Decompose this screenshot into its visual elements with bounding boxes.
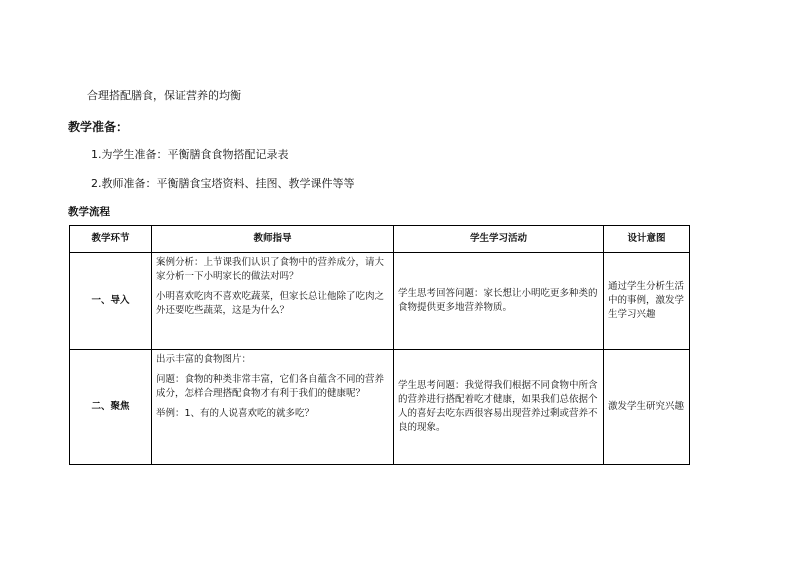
student-cell: 学生思考回答问题：家长想让小明吃更多种类的食物提供更多地营养物质。 (394, 253, 604, 350)
table-row (70, 350, 690, 465)
table-header-row (70, 226, 690, 253)
teacher-paragraph: 出示丰富的食物图片： (156, 354, 252, 365)
teacher-cell (152, 253, 394, 350)
prep-item-student: 1.为学生准备：平衡膳食食物搭配记录表 (91, 148, 289, 161)
student-cell: 学生思考问题：我觉得我们根据不同食物中所含的营养进行搭配着吃才健康，如果我们总依据个人的喜好去吃东西很容易出现营养过剩或营养不良的现象。 (394, 350, 604, 465)
header-stage: 教学环节 (70, 226, 152, 253)
lesson-flow-table (69, 225, 690, 465)
prep-heading: 教学准备： (68, 120, 129, 134)
teacher-paragraph: 举例：1、有的人说喜欢吃的就多吃？ (156, 408, 315, 419)
header-purpose: 设计意图 (604, 226, 690, 253)
goal-line: 合理搭配膳食，保证营养的均衡 (87, 89, 241, 102)
teacher-paragraph: 问题：食物的种类非常丰富，它们各自蕴含不同的营养成分，怎样合理搭配食物才有利于我们的健康呢？ (156, 374, 385, 399)
stage-cell: 一、导入 (70, 253, 152, 350)
header-student: 学生学习活动 (394, 226, 604, 253)
header-teacher: 教师指导 (152, 226, 394, 253)
purpose-cell: 激发学生研究兴趣 (604, 350, 690, 465)
teacher-paragraph: 案例分析：上节课我们认识了食物中的营养成分，请大家分析一下小明家长的做法对吗？ (156, 257, 385, 282)
table-row (70, 253, 690, 350)
stage-cell: 二、聚焦 (70, 350, 152, 465)
purpose-cell: 通过学生分析生活中的事例，激发学生学习兴趣 (604, 253, 690, 350)
teacher-cell (152, 350, 394, 465)
teacher-paragraph: 小明喜欢吃肉不喜欢吃蔬菜，但家长总让他除了吃肉之外还要吃些蔬菜，这是为什么？ (156, 291, 385, 316)
prep-item-teacher: 2.教师准备：平衡膳食宝塔资料、挂图、教学课件等等 (91, 177, 355, 190)
flow-heading: 教学流程 (68, 206, 110, 218)
